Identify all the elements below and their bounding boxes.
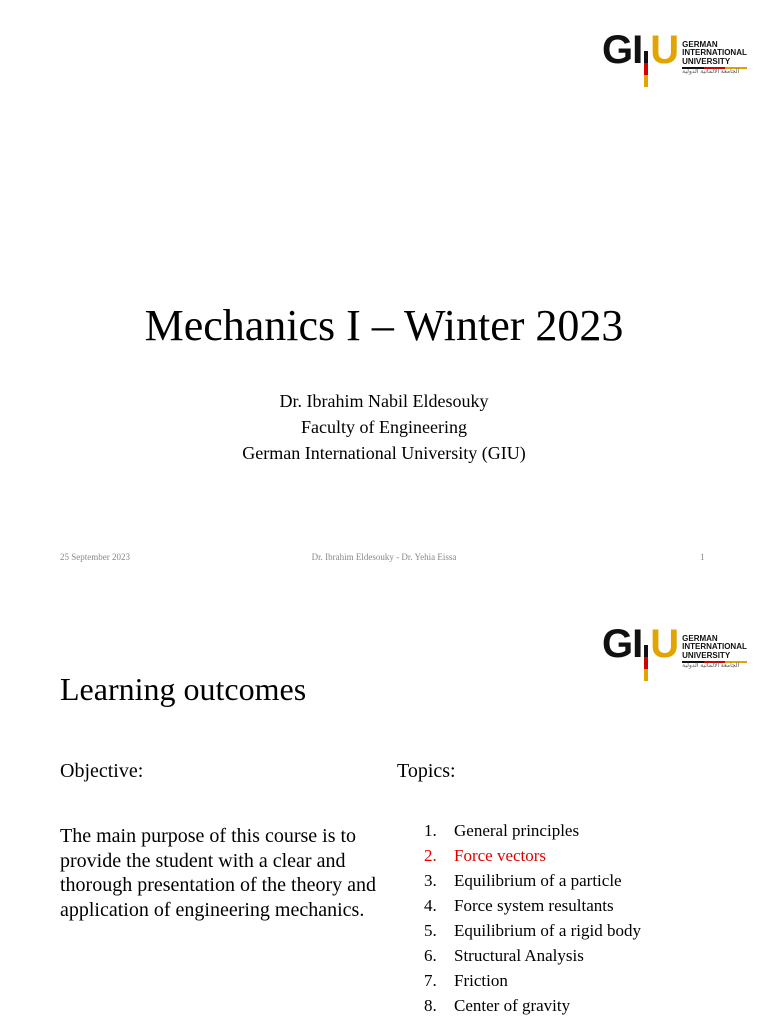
giu-logo bbox=[602, 30, 747, 87]
topic-item bbox=[424, 868, 641, 893]
footer-page-number: 1 bbox=[700, 552, 705, 562]
logo-letter-g: G bbox=[602, 28, 633, 72]
slide-subtitle bbox=[0, 388, 768, 466]
logo-text-line: UNIVERSITY bbox=[682, 56, 731, 66]
logo-text-line: GERMAN bbox=[682, 39, 718, 49]
topic-label: Equilibrium of a rigid body bbox=[454, 921, 641, 940]
footer-authors: Dr. Ibrahim Eldesouky - Dr. Yehia Eissa bbox=[311, 552, 457, 562]
topic-label: Equilibrium of a particle bbox=[454, 871, 622, 890]
topic-label: Force system resultants bbox=[454, 896, 614, 915]
topic-number: 4. bbox=[424, 896, 437, 915]
objective-text: The main purpose of this course is to provide the student with a clear and thorough presentation of the theory and application of engineering mechanics. bbox=[60, 825, 377, 921]
slide-heading: Learning outcomes bbox=[60, 671, 307, 707]
topic-number: 3. bbox=[424, 871, 437, 890]
logo-letter-g: G bbox=[602, 622, 633, 666]
subtitle-line-faculty: Faculty of Engineering bbox=[301, 417, 467, 437]
topic-number: 7. bbox=[424, 971, 437, 990]
subtitle-line-university: German International University (GIU) bbox=[242, 443, 526, 463]
topic-item bbox=[424, 943, 641, 968]
topic-label: Friction bbox=[454, 971, 508, 990]
logo-wordmark bbox=[682, 635, 747, 671]
logo-text-line: GERMAN bbox=[682, 633, 718, 643]
giu-logo bbox=[602, 624, 747, 681]
topic-number: 5. bbox=[424, 921, 437, 940]
topic-item bbox=[424, 818, 641, 843]
learning-outcomes-slide bbox=[0, 588, 768, 1024]
topic-number: 8. bbox=[424, 996, 437, 1015]
objective-label: Objective: bbox=[60, 760, 144, 782]
topic-number: 2. bbox=[424, 846, 437, 865]
topic-number: 1. bbox=[424, 821, 437, 840]
topic-item bbox=[424, 843, 641, 868]
logo-text-line: UNIVERSITY bbox=[682, 650, 731, 660]
logo-flag-bar bbox=[644, 645, 648, 681]
topic-number: 6. bbox=[424, 946, 437, 965]
topic-item bbox=[424, 918, 641, 943]
topic-item bbox=[424, 968, 641, 993]
logo-letter-i: I bbox=[632, 28, 643, 72]
logo-wordmark bbox=[682, 41, 747, 77]
topic-item bbox=[424, 993, 641, 1018]
footer-date: 25 September 2023 bbox=[60, 552, 130, 562]
logo-text-line: INTERNATIONAL bbox=[682, 642, 747, 652]
logo-letter-i: I bbox=[632, 622, 643, 666]
topic-label: Center of gravity bbox=[454, 996, 571, 1015]
subtitle-line-author: Dr. Ibrahim Nabil Eldesouky bbox=[279, 391, 489, 411]
logo-arabic-text: الجامعة الألمانية الدولية bbox=[682, 663, 740, 670]
topic-label: Structural Analysis bbox=[454, 946, 584, 965]
logo-text-line: INTERNATIONAL bbox=[682, 48, 747, 58]
topic-label: Force vectors bbox=[454, 846, 547, 865]
topics-list bbox=[424, 818, 641, 1018]
logo-letter-u: U bbox=[650, 622, 679, 666]
logo-letter-u: U bbox=[650, 28, 679, 72]
logo-arabic-text: الجامعة الألمانية الدولية bbox=[682, 69, 740, 76]
slide-title: Mechanics I – Winter 2023 bbox=[144, 301, 624, 350]
topic-label: General principles bbox=[454, 821, 580, 840]
topics-label: Topics: bbox=[397, 760, 456, 782]
topic-item bbox=[424, 893, 641, 918]
logo-flag-bar bbox=[644, 51, 648, 87]
